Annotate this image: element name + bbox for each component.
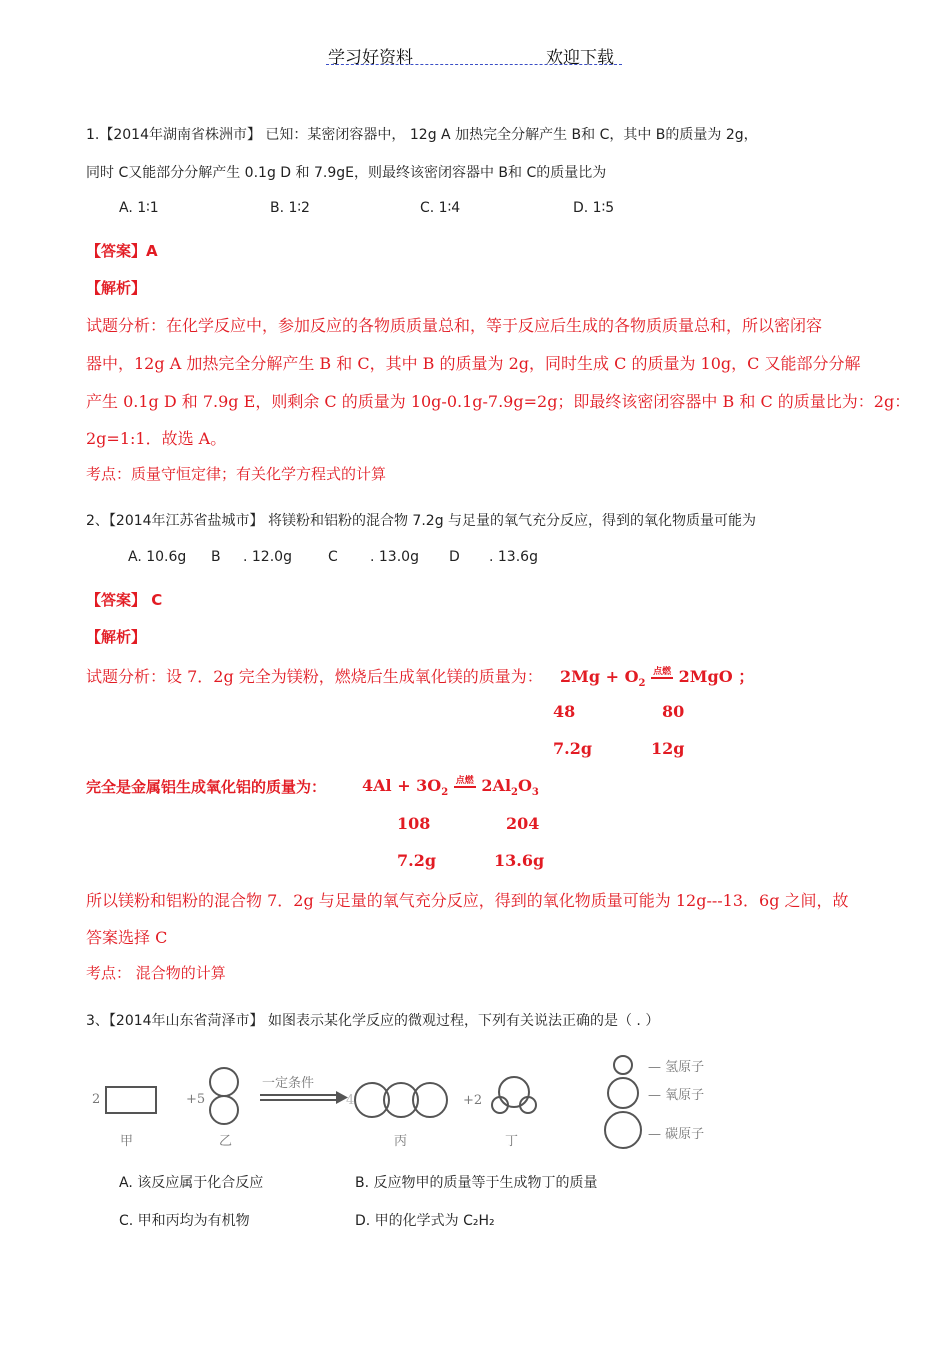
legend-hydrogen-label: — 氢原子 xyxy=(648,1060,705,1075)
legend-carbon-label: — 碳原子 xyxy=(648,1127,705,1142)
coef-a: 2 xyxy=(92,1092,101,1107)
label-jia: 甲 xyxy=(120,1134,134,1149)
molecule-ding-water xyxy=(490,1072,538,1116)
q1-answer-tag: 【答案】A xyxy=(86,242,158,260)
eq2-sub2: 2 xyxy=(511,787,518,799)
molecule-jia-box xyxy=(105,1086,157,1116)
eq1-condition: 点燃 xyxy=(653,667,672,677)
q2-option-d-value: . 13.6g xyxy=(489,549,538,565)
q1-analysis-line1: 试题分析：在化学反应中，参加反应的各物质质量总和，等于反应后生成的各物质质量总和，所以密闭容 xyxy=(86,316,823,335)
molecule-yi-oxygen xyxy=(207,1066,241,1128)
q2-option-d-letter: D xyxy=(449,549,460,565)
q2-option-c-value: . 13.0g xyxy=(370,549,419,565)
q1-option-b: B. 1∶2 xyxy=(270,200,310,216)
label-yi: 乙 xyxy=(219,1134,233,1149)
eq1-mass-mgo: 80 xyxy=(662,702,685,721)
q1-analysis-line2: 器中，12g A 加热完全分解产生 B 和 C，其中 B 的质量为 2g，同时生成 C 的质量为 10g，C 又能部分分解 xyxy=(86,354,861,373)
q1-kaodian: 考点：质量守恒定律；有关化学方程式的计算 xyxy=(86,465,387,483)
legend-hydrogen-icon xyxy=(612,1054,634,1076)
q2-kaodian: 考点： 混合物的计算 xyxy=(86,964,226,982)
legend-oxygen-icon xyxy=(606,1076,640,1110)
eq2-sub1: 2 xyxy=(441,787,449,799)
q2-equation-2 xyxy=(362,776,539,798)
q2-line1: 2、【2014年江苏省盐城市】 将镁粉和铝粉的混合物 7.2g 与足量的氧气充分反应，得到的氧化物质量可能为 xyxy=(86,513,757,529)
q1-analysis-line3: 产生 0.1g D 和 7.9g E，则剩余 C 的质量为 10g-0.1g-7.9g=2g；即最终该密闭容器中 B 和 C 的质量比为：2g： xyxy=(86,392,911,411)
header-right: 欢迎下载 xyxy=(546,48,614,68)
eq2-mass-al2o3: 204 xyxy=(506,814,540,833)
q2-analysis-tag: 【解析】 xyxy=(86,628,147,646)
q3-option-b: B. 反应物甲的质量等于生成物丁的质量 xyxy=(355,1175,598,1191)
q2-analysis-line1: 试题分析：设 7．2g 完全为镁粉，燃烧后生成氧化镁的质量为： xyxy=(86,667,543,686)
coef-d: +2 xyxy=(463,1093,483,1108)
q3-line1: 3、【2014年山东省菏泽市】 如图表示某化学反应的微观过程，下列有关说法正确的是（ . ） xyxy=(86,1013,660,1029)
q2-analysis-line3: 所以镁粉和铝粉的混合物 7．2g 与足量的氧气充分反应，得到的氧化物质量可能为 12g---13．6g 之间，故 xyxy=(86,891,849,910)
coef-c: 4 xyxy=(346,1093,355,1108)
q2-answer-tag: 【答案】 C xyxy=(86,591,163,609)
q3-option-c: C. 甲和丙均为有机物 xyxy=(119,1213,250,1229)
eq2-sub3: 3 xyxy=(531,787,539,799)
q3-option-a: A. 该反应属于化合反应 xyxy=(119,1175,264,1191)
q2-analysis-line2: 完全是金属铝生成氧化铝的质量为： xyxy=(86,778,327,796)
eq2-lhs: 4Al + 3O xyxy=(362,776,442,795)
eq1-mass-mg: 48 xyxy=(553,702,576,721)
legend-oxygen-label: — 氧原子 xyxy=(648,1088,705,1103)
eq1-rhs: 2MgO ； xyxy=(678,667,755,686)
q2-analysis-line4: 答案选择 C xyxy=(86,928,168,947)
eq2-condition: 点燃 xyxy=(455,776,474,786)
q1-option-a: A. 1∶1 xyxy=(119,200,159,216)
q2-option-a: A. 10.6g xyxy=(128,549,187,565)
label-bing: 丙 xyxy=(394,1134,408,1149)
eq2-rhs: 2Al xyxy=(481,776,512,795)
q2-equation-1 xyxy=(560,664,754,689)
q2-option-c-letter: C xyxy=(328,549,338,565)
eq2-mass-al: 108 xyxy=(397,814,431,833)
q1-option-c: C. 1∶4 xyxy=(420,200,461,216)
q1-line2: 同时 C又能部分分解产生 0.1g D 和 7.9gE，则最终该密闭容器中 B和 C的质量比为 xyxy=(86,165,607,181)
label-ding: 丁 xyxy=(505,1134,519,1149)
legend-carbon-icon xyxy=(603,1110,643,1150)
coef-b: +5 xyxy=(186,1092,206,1107)
eq1-lhs: 2Mg + O xyxy=(560,667,639,686)
q1-line1: 1.【2014年湖南省株洲市】 已知：某密闭容器中， 12g A 加热完全分解产生 B和 C，其中 B的质量为 2g， xyxy=(86,127,758,143)
arrow-condition-text: 一定条件 xyxy=(262,1076,315,1091)
q3-option-d: D. 甲的化学式为 C₂H₂ xyxy=(355,1213,495,1229)
eq2-value-al: 7.2g xyxy=(397,851,437,870)
q2-option-b-letter: B xyxy=(211,549,221,565)
eq1-value-mgo: 12g xyxy=(651,739,685,758)
header-left: 学习好资料 xyxy=(328,48,413,68)
molecule-bing-co2 xyxy=(352,1080,450,1120)
eq2-rhs2: O xyxy=(517,776,532,795)
header-underline xyxy=(326,64,622,65)
q1-option-d: D. 1∶5 xyxy=(573,200,615,216)
q1-analysis-line4: 2g=1:1．故选 A。 xyxy=(86,429,227,448)
eq1-value-mg: 7.2g xyxy=(553,739,593,758)
reaction-arrow xyxy=(258,1090,350,1106)
q1-analysis-tag: 【解析】 xyxy=(86,279,147,297)
eq2-value-al2o3: 13.6g xyxy=(494,851,545,870)
q2-option-b-value: . 12.0g xyxy=(243,549,292,565)
eq1-sub: 2 xyxy=(638,678,646,690)
